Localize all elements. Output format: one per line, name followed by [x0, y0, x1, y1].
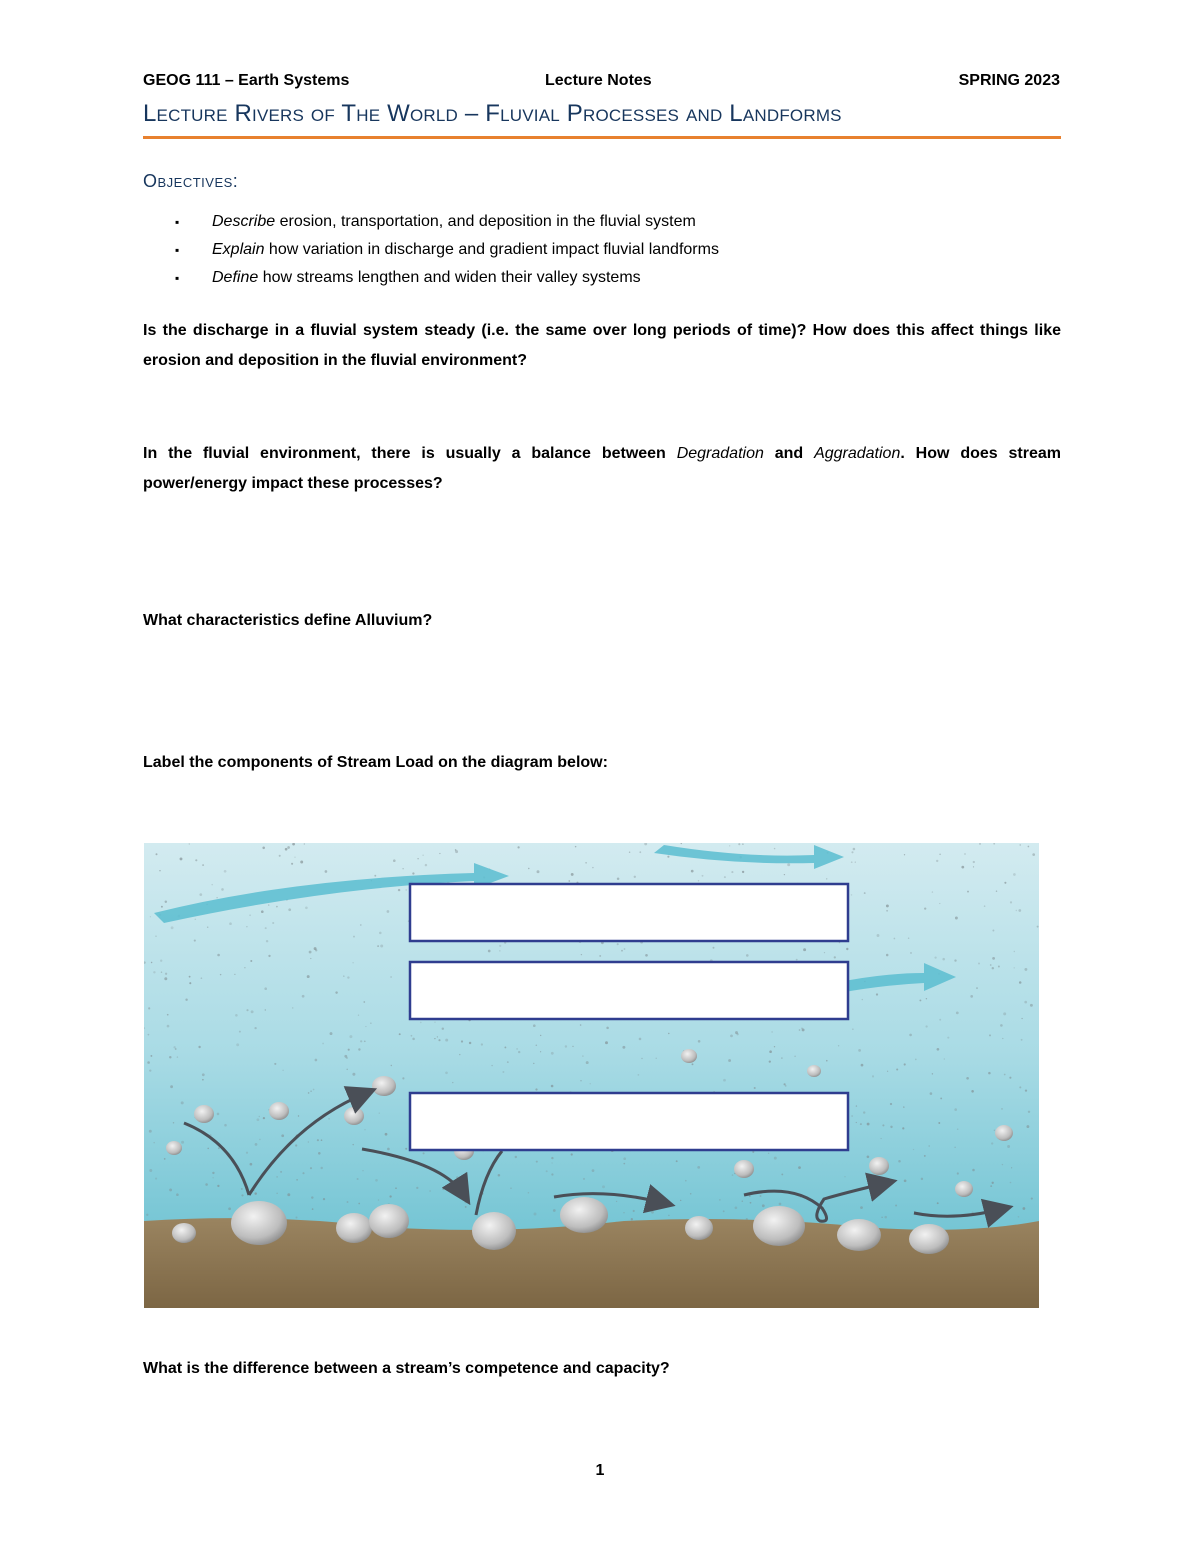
- stream-load-illustration: [144, 843, 1039, 1308]
- bullet-icon: ▪: [175, 243, 180, 257]
- header-term: SPRING 2023: [958, 72, 1060, 89]
- label-box-suspended-load[interactable]: [410, 884, 848, 941]
- page-number: 1: [595, 1462, 605, 1479]
- objectives-list: [175, 208, 719, 292]
- objective-verb: Explain: [212, 241, 265, 258]
- label-box-saltation[interactable]: [410, 962, 848, 1019]
- objective-item: [175, 236, 719, 264]
- bullet-icon: ▪: [175, 215, 180, 229]
- title-rule: [143, 136, 1061, 139]
- question-text-part: In the fluvial environment, there is usually a balance between: [143, 445, 677, 462]
- question-degradation: [143, 439, 1061, 499]
- stream-load-diagram: [144, 843, 1039, 1308]
- header-course: GEOG 111 – Earth Systems: [143, 72, 350, 89]
- objective-text: how streams lengthen and widen their valley systems: [258, 269, 641, 286]
- question-text-part: . How does stream power/energy impact these processes?: [143, 445, 1062, 492]
- label-box-bedload[interactable]: [410, 1093, 848, 1150]
- term-aggradation: Aggradation: [814, 445, 901, 462]
- question-discharge: [143, 316, 1061, 376]
- bullet-icon: ▪: [175, 271, 180, 285]
- objective-verb: Describe: [212, 213, 276, 230]
- objective-verb: Define: [212, 269, 259, 286]
- objective-text: how variation in discharge and gradient impact fluvial landforms: [264, 241, 719, 258]
- objective-text: erosion, transportation, and deposition in the fluvial system: [275, 213, 696, 230]
- header-doc-type: Lecture Notes: [545, 72, 652, 89]
- question-text-part: and: [763, 445, 815, 462]
- question-alluvium: What characteristics define Alluvium?: [143, 612, 433, 629]
- objective-item: [175, 208, 719, 236]
- question-competence-capacity: What is the difference between a stream’s competence and capacity?: [143, 1360, 670, 1377]
- objectives-heading: Objectives:: [143, 171, 239, 191]
- term-degradation: Degradation: [676, 445, 764, 462]
- question-stream-load: Label the components of Stream Load on the diagram below:: [143, 754, 608, 771]
- objective-item: [175, 264, 719, 292]
- question-degradation-text: [143, 439, 1061, 499]
- lecture-title: Lecture Rivers of The World – Fluvial Processes and Landforms: [143, 100, 842, 127]
- question-discharge-text: Is the discharge in a fluvial system steady (i.e. the same over long periods of time)? How does this affect things like erosion and deposition in the fluvial environment?: [143, 322, 1061, 369]
